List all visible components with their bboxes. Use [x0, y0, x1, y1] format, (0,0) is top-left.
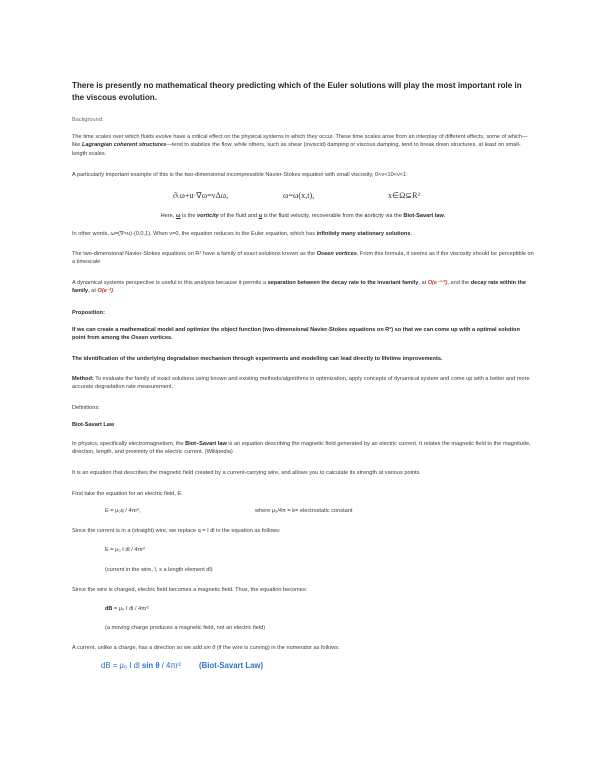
sin-theta-term: sin θ [203, 645, 216, 651]
biot-savart-heading: Biot-Savart Law [72, 422, 115, 428]
where-text-6: . [443, 213, 446, 219]
dyn-text-2: , at [418, 280, 428, 286]
oseen-term: Oseen vortices [316, 251, 357, 257]
equation-description: It is an equation that describes the magnetic field created by a current-carrying wire, and allows you to calculate its strength at various points. [72, 470, 421, 476]
where-text-1: Here, [160, 213, 176, 219]
biot-savart-paragraph [72, 440, 534, 457]
equation-2: ω=ω(x,t), [283, 191, 315, 200]
first-step: First take the equation for an electric field, E. [72, 491, 183, 497]
dynamical-paragraph [72, 279, 534, 296]
oseen-text-1: The two-dimensional Navier-Stokes equations on R² have a family of exact solutions known as the [72, 251, 317, 257]
bs-text-1: In physics, specifically electromagnetism, the [72, 441, 186, 447]
electrostatic-constant-note: where μ₀/4π = k= electrostatic constant [255, 508, 353, 514]
prop-oseen-term: Oseen [131, 335, 149, 342]
proposition-paragraph [72, 326, 534, 343]
dyn-text-3: , and the [447, 280, 471, 286]
prop-text-1: If we can create a mathematical model and optimize the object function (two-dimensional Navier-Stokes equations on R²) so that we can come up with a optimal solution point from among the [72, 327, 520, 342]
other-words-paragraph [72, 230, 534, 238]
dyn-text-4: , at [88, 288, 98, 295]
orticity-text: orticity [367, 213, 384, 219]
stationary-solutions-term: infinitely many stationary solutions [316, 231, 411, 237]
identification-paragraph: The identification of the underlying degradation mechanism through experiments and modelling can lead directly to lifetime improvements. [72, 356, 443, 362]
since-wire-text: Since the wire is charged, electric field becomes a magnetic field. Thus, the equation becomes: [72, 587, 308, 593]
method-label: Method: [72, 376, 94, 382]
lcs-term: Lagrangian coherent structures [81, 142, 167, 149]
decay-invariant-term: separation between the decay rate to the invariant family [267, 280, 419, 286]
dir-text-1: A current, unlike a charge, has a direction so we add [72, 645, 204, 651]
definitions-heading: Definitions: [72, 405, 100, 411]
dyn-text-1: A dynamical systems perspective is useful in this analysis because it permits a [72, 280, 268, 286]
decay-rate-2: O(e⁻ᵗ) [97, 288, 113, 295]
other-words-end: . [410, 231, 413, 237]
bg-text-1: The time scales over which fluids evolve have a critical effect on the physical systems in which they occur. These time scales arise from an interplay of different effects, some of which—like [72, 134, 528, 149]
final-eq-2: / 4πr² [159, 661, 181, 670]
omega-symbol: ω [175, 213, 181, 219]
where-text-5: via the [383, 213, 404, 219]
background-heading: Background: [72, 117, 104, 123]
dyn-text-5: . [112, 288, 115, 295]
dir-text-2: (if the wire is curving) in the numerator as follows: [215, 645, 340, 651]
db-symbol: dB [105, 606, 113, 612]
method-paragraph [72, 375, 534, 392]
prop-text-2: vortices. [148, 335, 173, 342]
u-symbol: u [258, 213, 263, 219]
other-words-text: In other words, ω=(∇×u)·(0,0,1). When ν=0, the equation reduces to the Euler equation, which has [72, 231, 317, 237]
bs-text-2: is an equation describing the magnetic field generated by an electric current. It relates the magnetic field to the magnitude, direction, length, and proximity of the electric current. (Wikipedia) [72, 441, 531, 456]
biot-savart-label: (Biot-Savart Law) [198, 661, 264, 670]
example-paragraph: A particularly important example of this is the two-dimensional incompressible Navier-Stokes equation with small viscosity, 0<ν<10<ν<1: [72, 172, 408, 178]
biot-savart-equation [101, 661, 263, 671]
current-note: (current in the wire, I, x a length element dl) [105, 567, 213, 573]
current-direction-text [72, 644, 534, 652]
final-sin-theta: sin θ [141, 661, 160, 670]
electric-field-equation: E = μ₀q / 4πr², [105, 508, 141, 514]
oseen-text-2: . From this formula, it seems as if the viscosity should be perceptible on a timescale [72, 251, 534, 266]
db-equation [105, 605, 149, 613]
db-rest: = μ₀ I dl / 4πr² [112, 606, 149, 612]
current-equation: E = μ₀ I dl / 4πr² [105, 547, 146, 553]
s-letter: s [364, 213, 368, 219]
since-current-text: Since the current is in a (straight) wire, we replace q = I dl in the equation as follows: [72, 528, 281, 534]
equation-1: ∂ₜω+u·∇ω=νΔω, [173, 191, 229, 200]
where-text-3: of the fluid and [218, 213, 259, 219]
method-text: To evaluate the family of exact solutions using known and existing methods/algorithms in optimization, apply concepts of dynamical system and come up with a better and more accurate degradation rate measurement. [72, 376, 530, 391]
biot-savart-term: Biot-Savart law [403, 213, 444, 219]
page-title: There is presently no mathematical theory predicting which of the Euler solutions will play the most important role in the viscous evolution. [72, 81, 522, 102]
where-line [72, 212, 534, 220]
proposition-heading: Proposition: [72, 310, 105, 316]
bg-text-2: —tend to stabilize the flow, while others, such as shear (inviscid) damping or viscous damping, tend to break down structures, at least on small-length scales. [72, 142, 521, 157]
oseen-paragraph [72, 250, 534, 267]
decay-rate-1: O(e⁻¹ᐟᵗ) [427, 280, 448, 286]
decay-within-term: decay rate within the family [72, 280, 527, 295]
where-text-4: is the fluid velocity, recoverable from the [262, 213, 365, 219]
bs-law-term: Biot–Savart law [185, 441, 227, 447]
vorticity-term: vorticity [197, 213, 219, 219]
where-text-2: is the [180, 213, 198, 219]
moving-charge-note: (a moving charge produces a magnetic field, not an electric field) [105, 625, 266, 631]
equation-3: x∈Ω⊆R² [388, 191, 421, 200]
final-eq-1: dB = μ₀ I dl [101, 661, 142, 670]
background-paragraph [72, 133, 534, 158]
